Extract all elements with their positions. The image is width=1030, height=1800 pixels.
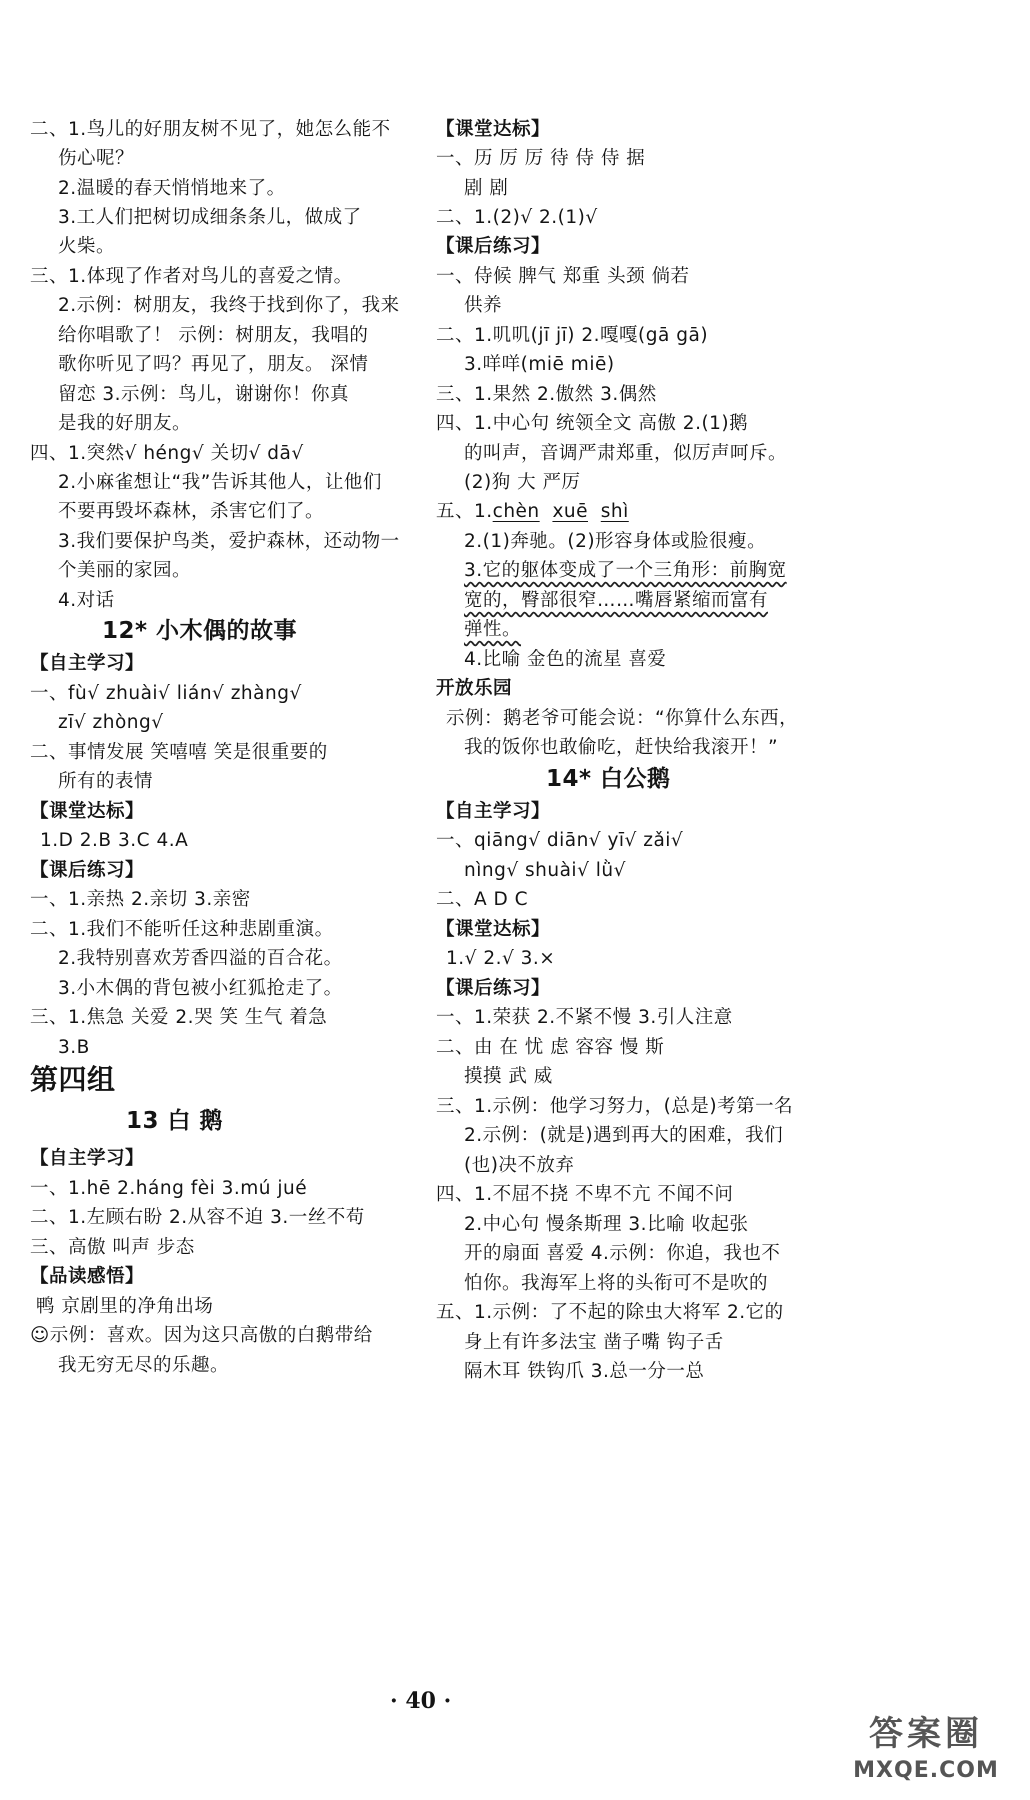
answer-line: 3.它的躯体变成了一个三角形：前胸宽 [464,560,787,581]
pinyin-answer: xuē [552,501,588,522]
answer-line: 3.我们要保护鸟类，爱护森林，还动物一 [58,531,400,552]
answer-line: 隔木耳 铁钩爪 3.总一分一总 [464,1361,705,1382]
answer-line: 四、1.突然√ héng√ 关切√ dā√ [30,443,304,464]
section-heading: 【自主学习】 [30,653,145,674]
answer-line: 3.B [58,1037,90,1058]
answer-line: 2.小麻雀想让“我”告诉其他人，让他们 [58,472,382,493]
page-number: · 40 · [390,1688,452,1714]
answer-line: 一、fù√ zhuài√ lián√ zhàng√ [30,683,302,704]
answer-line: 二、由 在 忧 虑 容容 慢 斯 [436,1037,665,1058]
answer-line: 伤心呢？ [58,148,135,169]
group-title: 第四组 [30,1063,116,1096]
section-heading: 【自主学习】 [30,1148,145,1169]
answer-prefix: 五、1. [436,501,493,522]
section-heading: 【课后练习】 [436,978,551,999]
section-heading: 【自主学习】 [436,801,551,822]
answer-line: 所有的表情 [58,771,154,792]
answer-line: 怕你。我海军上将的头衔可不是吹的 [464,1273,769,1294]
answer-line: 不要再毁坏森林，杀害它们了。 [58,501,325,522]
section-heading: 【课后练习】 [436,236,551,257]
answer-line: 一、1.亲热 2.亲切 3.亲密 [30,889,251,910]
answer-line: 我无穷无尽的乐趣。 [58,1355,230,1376]
pinyin-answer: chèn [492,501,540,522]
answer-line: 1.√ 2.√ 3.× [446,948,556,969]
lesson-title: 14* 白公鹅 [546,766,671,792]
answer-line: 三、1.体现了作者对鸟儿的喜爱之情。 [30,266,353,287]
answer-line: 一、qiāng√ diān√ yī√ zǎi√ [436,830,684,851]
answer-line: nìng√ shuài√ lǜ√ [464,860,626,881]
answer-line: 留恋 3.示例：鸟儿，谢谢你！你真 [58,384,350,405]
answer-line: 4.比喻 金色的流星 喜爱 [464,649,667,670]
answer-line: 二、1.(2)√ 2.(1)√ [436,207,598,228]
answer-line: 一、1.hē 2.háng fèi 3.mú jué [30,1178,308,1199]
answer-line: 剧 剧 [464,178,509,199]
answer-line: 三、1.果然 2.傲然 3.偶然 [436,384,657,405]
answer-line: 四、1.中心句 统领全文 高傲 2.(1)鹅 [436,413,749,434]
answer-line: 四、1.不屈不挠 不卑不亢 不闻不问 [436,1184,734,1205]
answer-line: zī√ zhòng√ [58,712,164,733]
lesson-title: 13 白 鹅 [126,1108,224,1134]
answer-line: 2.示例：(就是)遇到再大的困难，我们 [464,1125,784,1146]
answer-line: 鸭 京剧里的净角出场 [36,1296,214,1317]
answer-line: 二、事情发展 笑嘻嘻 笑是很重要的 [30,742,328,763]
answer-line: 五、1.示例：了不起的除虫大将军 2.它的 [436,1302,784,1323]
answer-line: 身上有许多法宝 凿子嘴 钩子舌 [464,1332,724,1353]
answer-line [436,499,629,525]
answer-line: 1.D 2.B 3.C 4.A [40,830,189,851]
answer-line: 弹性。 [464,619,522,640]
answer-line: 摸摸 武 威 [464,1066,553,1087]
answer-line: 三、高傲 叫声 步态 [30,1237,195,1258]
answer-line: 2.我特别喜欢芳香四溢的百合花。 [58,948,343,969]
watermark-title: 答案圈 [869,1714,983,1754]
section-heading: 【课堂达标】 [436,119,551,140]
answer-line: 二、1.鸟儿的好朋友树不见了，她怎么能不 [30,119,391,140]
pinyin-answer: shì [600,501,629,522]
answer-line: (也)决不放弃 [464,1155,575,1176]
answer-line: 开的扇面 喜爱 4.示例：你追，我也不 [464,1243,781,1264]
section-heading: 【课堂达标】 [436,919,551,940]
answer-line: 2.温暖的春天悄悄地来了。 [58,178,286,199]
section-heading: 【品读感悟】 [30,1266,145,1287]
answer-line: 二、1.我们不能听任这种悲剧重演。 [30,919,334,940]
answer-line: 三、1.焦急 关爱 2.哭 笑 生气 着急 [30,1007,328,1028]
answer-line: 二、1.左顾右盼 2.从容不迫 3.一丝不苟 [30,1207,365,1228]
answer-line: 示例：鹅老爷可能会说：“你算什么东西， [446,708,799,729]
section-heading: 【课后练习】 [30,860,145,881]
answer-line: 个美丽的家园。 [58,560,192,581]
answer-line: 二、A D C [436,889,529,910]
answer-line: (2)狗 大 严厉 [464,472,581,493]
answer-line: 我的饭你也敢偷吃，赶快给我滚开！” [464,737,779,758]
answer-line: 歌你听见了吗？再见了，朋友。 深情 [58,354,369,375]
watermark-logo [828,1712,1024,1794]
answer-line: 给你唱歌了！ 示例：树朋友，我唱的 [58,325,369,346]
answer-line: 宽的，臀部很窄……嘴唇紧缩而富有 [464,590,769,611]
answer-line: 3.工人们把树切成细条条儿，做成了 [58,207,362,228]
answer-line: 三、1.示例：他学习努力，(总是)考第一名 [436,1096,794,1117]
answer-line: 一、侍候 脾气 郑重 头颈 倘若 [436,266,690,287]
answer-line: 的叫声，音调严肃郑重，似厉声呵斥。 [464,443,788,464]
answer-line: 一、历 厉 厉 待 侍 侍 据 [436,148,646,169]
answer-line: 3.咩咩(miē miē) [464,354,615,375]
answer-line: 2.中心句 慢条斯理 3.比喻 收起张 [464,1214,749,1235]
answer-line: ☺示例：喜欢。因为这只高傲的白鹅带给 [30,1325,373,1346]
answer-line: 2.(1)奔驰。(2)形容身体或脸很瘦。 [464,531,767,552]
answer-line: 供养 [464,295,503,316]
answer-line: 3.小木偶的背包被小红狐抢走了。 [58,978,343,999]
answer-line: 一、1.荣获 2.不紧不慢 3.引人注意 [436,1007,733,1028]
answer-line: 火柴。 [58,236,116,257]
answer-line: 是我的好朋友。 [58,413,192,434]
answer-line: 2.示例：树朋友，我终于找到你了，我来 [58,295,400,316]
section-heading: 开放乐园 [436,678,513,699]
answer-line: 二、1.叽叽(jī jī) 2.嘎嘎(gā gā) [436,325,709,346]
answer-line: 4.对话 [58,590,115,611]
section-heading: 【课堂达标】 [30,801,145,822]
lesson-title: 12* 小木偶的故事 [102,618,298,644]
watermark-url: MXQE.COM [853,1758,999,1783]
